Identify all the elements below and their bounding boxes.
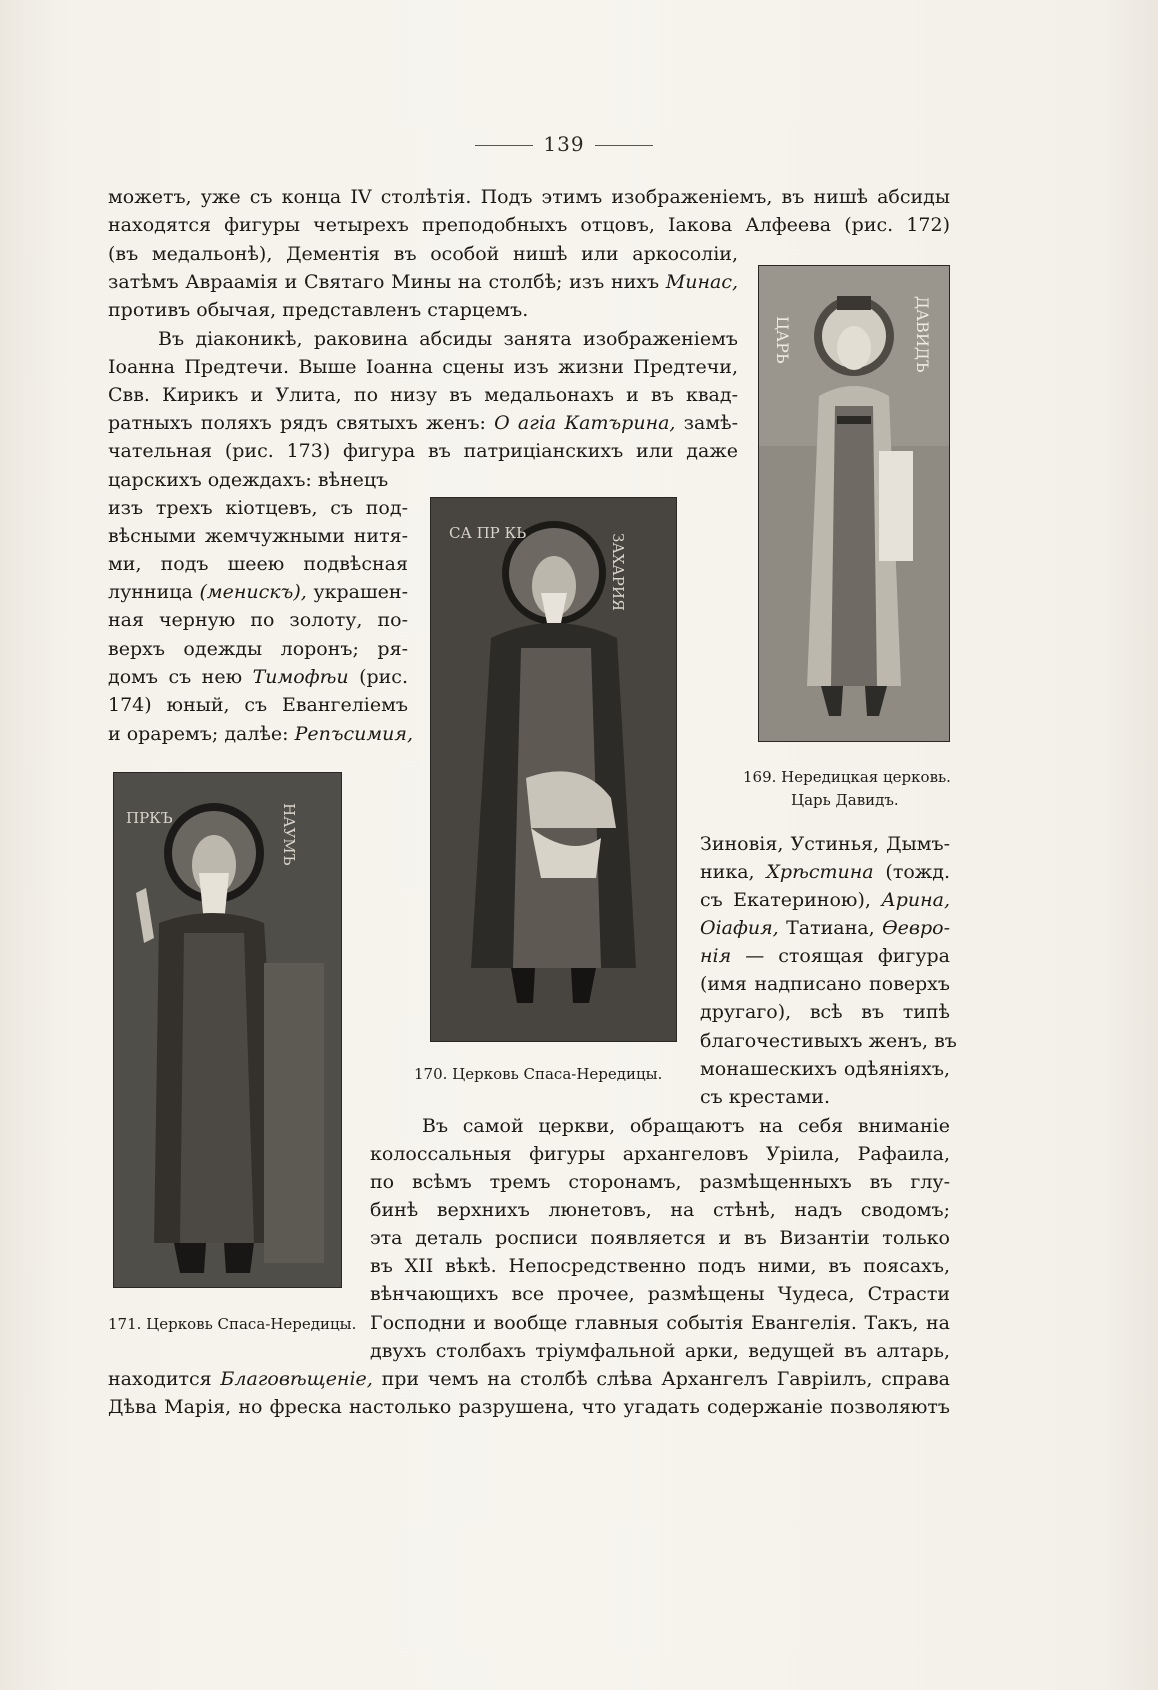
text-line xyxy=(108,381,738,409)
figure-171-image xyxy=(113,772,342,1288)
text-line xyxy=(370,1168,950,1196)
text-run: съ Екатериною), xyxy=(700,889,882,911)
text-run: Свв. Кирикъ и Улита, по низу въ медальонахъ и въ квад- xyxy=(108,384,738,406)
text-run: украшен- xyxy=(306,581,409,603)
text-run: лунница xyxy=(108,581,200,603)
italic-name: Өевро- xyxy=(882,917,950,939)
text-line xyxy=(108,183,950,211)
fig169-inscription-left: ЦАРЬ xyxy=(773,316,792,364)
text-run: благочестивыхъ женъ, въ xyxy=(700,1030,957,1052)
text-run: при чемъ на столбѣ слѣва Архангелъ Гавріилъ, справа xyxy=(372,1368,950,1390)
fig171-inscription-right: НАУМЪ xyxy=(280,803,298,866)
text-run: и орарeмъ; далѣе: xyxy=(108,723,295,745)
text-run: затѣмъ Авраамія и Святаго Мины на столбѣ; изъ нихъ xyxy=(108,271,666,293)
text-run: ная черную по золоту, по- xyxy=(108,609,408,631)
text-line xyxy=(108,211,950,239)
text-line xyxy=(108,663,408,691)
italic-name: Репъсимия, xyxy=(294,723,414,745)
figure-170-image xyxy=(430,497,677,1042)
text-line xyxy=(370,1337,950,1365)
fig171-inscription-left: ПРКЪ xyxy=(126,809,173,827)
page-number: 139 xyxy=(444,132,684,156)
text-line xyxy=(108,268,738,296)
text-run: ника, xyxy=(700,861,767,883)
figure-171-caption: 171. Церковь Спаса-Нередицы. xyxy=(108,1315,357,1333)
italic-name: Благовѣщеніе, xyxy=(220,1368,373,1390)
text-line xyxy=(700,970,950,998)
text-run: монашескихъ одѣяніяхъ, xyxy=(700,1058,950,1080)
fig169-inscription-right: ДАВИДЪ xyxy=(913,296,932,373)
text-run: (въ медальонѣ), Дементія въ особой нишѣ или аркосоліи, xyxy=(108,243,738,265)
text-run: другаго), всѣ въ типѣ xyxy=(700,1001,950,1023)
italic-name: Хрѣстина xyxy=(766,861,874,883)
text-run: — стоящая фигура xyxy=(731,945,950,967)
text-run: Въ самой церкви, обращаютъ на себя вниманіе xyxy=(422,1115,950,1137)
text-line xyxy=(108,578,408,606)
italic-name: Тимофѣи xyxy=(252,666,349,688)
text-line xyxy=(700,1083,950,1111)
text-line xyxy=(700,942,950,970)
text-run: ратныхъ поляхъ рядъ святыхъ женъ: xyxy=(108,412,495,434)
text-line xyxy=(108,1393,950,1421)
text-run: вѣсными жемчужными нитя- xyxy=(108,525,408,547)
italic-name: нія xyxy=(700,945,732,967)
figure-169-caption-line-1: 169. Нередицкая церковь. xyxy=(743,768,951,786)
text-run: находятся фигуры четырехъ преподобныхъ отцовъ, Іакова Алфеева (рис. 172) xyxy=(108,214,950,236)
figure-170-caption: 170. Церковь Спаса-Нередицы. xyxy=(414,1065,663,1083)
text-run: 174) юный, съ Евангеліемъ xyxy=(108,694,408,716)
fig170-inscription-right: ЗАХАРИЯ xyxy=(609,533,627,612)
text-run: Господни и вообще главныя событія Евангелія. Такъ, на xyxy=(370,1312,950,1334)
text-line xyxy=(422,1112,950,1140)
text-run: противъ обычая, представленъ старцемъ. xyxy=(108,299,529,321)
text-run: Іоанна Предтечи. Выше Іоанна сцены изъ жизни Предтечи, xyxy=(108,356,738,378)
text-line xyxy=(108,522,408,550)
text-run: чательная (рис. 173) фигура въ патриціанскихъ или даже xyxy=(108,440,738,462)
figure-169-caption-line-2: Царь Давидъ. xyxy=(791,791,899,809)
italic-name: Оіафия, xyxy=(700,917,779,939)
text-line xyxy=(370,1252,950,1280)
text-line xyxy=(108,494,408,522)
text-line xyxy=(370,1224,950,1252)
italic-name: О агіа Катърина, xyxy=(494,412,676,434)
text-run: Зиновія, Устинья, Дымъ- xyxy=(700,833,950,855)
text-run: бинѣ верхнихъ люнетовъ, на стѣнѣ, надъ сводомъ; xyxy=(370,1199,950,1221)
text-run: можетъ, уже съ конца IV столѣтія. Подъ этимъ изображеніемъ, въ нишѣ абсиды xyxy=(108,186,950,208)
italic-name: (менискъ), xyxy=(199,581,307,603)
fresco-king-david-icon xyxy=(759,266,949,741)
text-line xyxy=(700,998,950,1026)
text-line xyxy=(108,691,408,719)
text-run: въ XII вѣкѣ. Непосредственно подъ ними, въ поясахъ, xyxy=(370,1255,950,1277)
text-run: изъ трехъ кіотцевъ, съ под- xyxy=(108,497,408,519)
text-run: эта деталь росписи появляется и въ Византіи только xyxy=(370,1227,950,1249)
text-line xyxy=(108,720,414,748)
text-line xyxy=(700,914,950,942)
text-run: Татиана, xyxy=(778,917,883,939)
fresco-prophet-naum-icon xyxy=(114,773,341,1287)
text-run: верхъ одежды лоронъ; ря- xyxy=(108,638,408,660)
text-run: съ крестами. xyxy=(700,1086,831,1108)
text-line xyxy=(108,606,408,634)
text-run: колоссальныя фигуры архангеловъ Уріила, Рафаила, xyxy=(370,1143,950,1165)
italic-name: Минас, xyxy=(665,271,738,293)
text-line xyxy=(700,830,950,858)
text-line xyxy=(108,409,738,437)
text-run: по всѣмъ тремъ сторонамъ, размѣщенныхъ въ глу- xyxy=(370,1171,950,1193)
text-run: ми, подъ шеею подвѣсная xyxy=(108,553,408,575)
text-line xyxy=(700,1027,957,1055)
text-line xyxy=(370,1280,950,1308)
text-line xyxy=(370,1196,950,1224)
text-line xyxy=(108,1365,950,1393)
text-line xyxy=(108,240,738,268)
text-run: (рис. xyxy=(348,666,408,688)
text-run: царскихъ одеждахъ: вѣнецъ xyxy=(108,469,389,491)
text-line xyxy=(700,1055,950,1083)
text-run: (имя надписано поверхъ xyxy=(700,973,950,995)
text-line xyxy=(108,466,389,494)
text-line xyxy=(108,353,738,381)
text-line xyxy=(108,635,408,663)
text-line xyxy=(700,858,950,886)
text-run: двухъ столбахъ тріумфальной арки, ведущей въ алтарь, xyxy=(370,1340,950,1362)
italic-name: Арина, xyxy=(881,889,950,911)
text-run: замѣ- xyxy=(675,412,739,434)
text-line xyxy=(158,325,738,353)
figure-169-image xyxy=(758,265,950,742)
text-line xyxy=(370,1140,950,1168)
fresco-prophet-zechariah-icon xyxy=(431,498,676,1041)
text-run: (тожд. xyxy=(873,861,950,883)
text-run: домъ съ нею xyxy=(108,666,253,688)
text-run: Дѣва Марія, но фреска настолько разрушена, что угадать содержаніе позволяютъ xyxy=(108,1396,950,1418)
text-run: вѣнчающихъ все прочее, размѣщены Чудеса, Страсти xyxy=(370,1283,950,1305)
fig170-inscription-left: СА ПР КЬ xyxy=(449,524,527,542)
text-line xyxy=(108,296,738,324)
text-run: Въ діаконикѣ, раковина абсиды занята изображеніемъ xyxy=(158,328,738,350)
text-run: находится xyxy=(108,1368,221,1390)
text-line xyxy=(108,550,408,578)
text-line xyxy=(370,1309,950,1337)
text-line xyxy=(700,886,950,914)
text-line xyxy=(108,437,738,465)
